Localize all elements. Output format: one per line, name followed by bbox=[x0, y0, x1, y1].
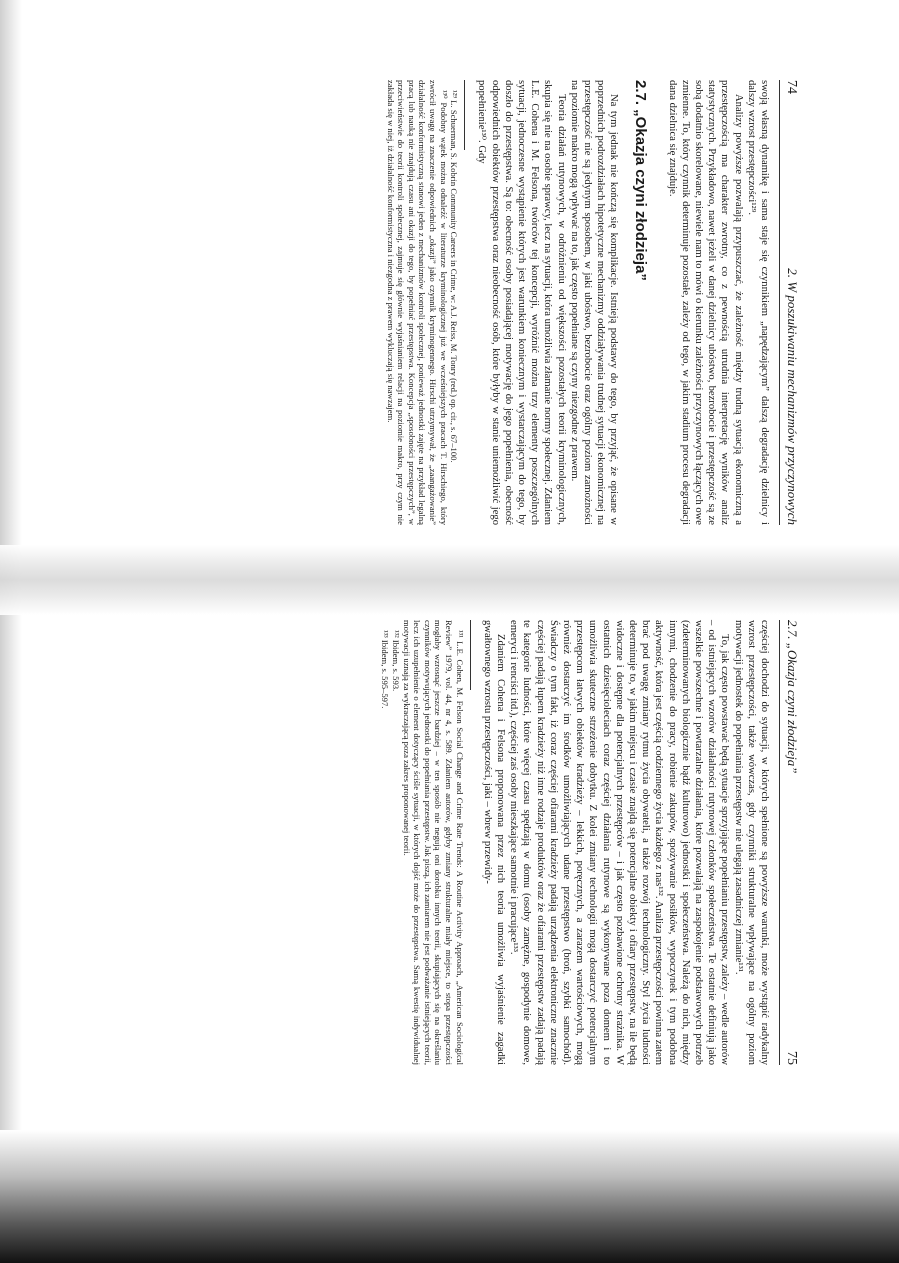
page-75 bbox=[90, 620, 800, 1065]
page-number: 75 bbox=[784, 1051, 799, 1065]
scanner-bottom-shadow bbox=[0, 1130, 899, 1263]
running-head-74 bbox=[779, 80, 800, 525]
book-gutter-shadow bbox=[0, 545, 899, 615]
paragraph: Teoria działań rutynowych, w odróżnieniu od większości pozostałych teorii kryminologicznych, skupia się nie na osobie sprawcy, lecz na sytuacji, która umożliwia złamanie normy społecznej. Zdaniem L.E. Cohena i M. Felsona, twórców tej koncepcji, wyróżnić można trzy elementy poszczególnych sytuacji, jednoczesne wystąpienie których jest warunkiem koniecznym i wystarczającym do tego, by doszło do przestępstwa. Są to: obecność osoby posiadającej motywację do jego popełnienia, obecność odpowiednich obiektów przestępstwa oraz nieobecność osób, które byłyby w stanie uniemożliwić jego popełnienie¹³⁰. Gdy bbox=[476, 80, 567, 525]
footnote: ¹³² Ibidem, s. 593. bbox=[390, 630, 401, 692]
footnote: ¹³⁰ Podobny wątek można odnaleźć w literaturze kryminologicznej już we wcześniejszych pracach T. Hirschiego, który zwrócił uwagę na znaczenie odpowiednich „okazji” jako czynnik kryminogennego. Hirschi utrzymywał, że „zaangażowanie” działalność konformistyczną stanowi jeden z mechanizmów kontroli społecznej, ponieważ jednostki zajęte na przykład legalną pracą lub nauką nie znajdują czasu ani okazji do tego, by popełniać przestępstwa. Koncepcja „sposobności przestępczych”, w przeciwieństwie do teorii kontroli społecznej, zajmuje się głównie wyjaśnianiem relacji na poziomie makro, przy czym nie zakłada się w niej, iż działalność konformistyczna i niezgodna z prawem wykluczają się nawzajem. bbox=[385, 80, 449, 525]
paragraph: swoją własną dynamikę i sama staje się czynnikiem „napędzającym” dalszą degradację dzielnicy i dalszy wzrost przestępczości¹²⁹. bbox=[745, 80, 770, 525]
footnote-divider bbox=[470, 620, 471, 690]
running-title: 2.7. „Okazja czyni złodzieja” bbox=[785, 620, 800, 774]
paragraph: Na tym jednak nie kończą się komplikacje. Istnieją podstawy do tego, by przyjąć, że opisane w poprzednich podrozdziałach hipotetyczne mechanizmy oddziaływania trudnej sytuacji ekonomicznej na przestępczość nie są jedynym sposobem, w jaki ubóstwo, bezrobocie oraz ogólny poziom zamożności na poziomie makro mogą wpływać na to, jak często popełniane są czyny niezgodne z prawem. bbox=[568, 80, 620, 525]
page-74 bbox=[90, 80, 800, 525]
paragraph: Analizy powyższe pozwalają przypuszczać, że zależność między trudną sytuacją ekonomiczną a przestępczością ma charakter zwrotny, co z pewnością utrudnia interpretację wyników analiz statystycznych. Przykładowo, nawet jeżeli w danej dzielnicy ubóstwo, bezrobocie i przestępczość są ze sobą dodatnio skorelowane, niewiele nam to mówi o kierunku zależności przyczynowych łączących owe zmienne. To, który czynnik determinuje pozostałe, zależy od tego, w jakim stadium procesu degradacji dana dzielnica się znajduje. bbox=[666, 80, 744, 525]
footnote-divider bbox=[464, 80, 465, 150]
running-head-75 bbox=[779, 620, 800, 1065]
section-title: 2.7. „Okazja czyni złodzieja” bbox=[632, 80, 650, 281]
footnote: ¹³¹ L.E. Cohen, M. Felson Social Change and Crime Rate Trends: A Routine Activity Approach, „American Sociological Review” 1979, vol. 44, nr 4, s. 589. Zdaniem autorów, gdyby zmiany strukturalne miały miejsce, to stopa przestępczości mogłaby wzrosnąć jeszcze bardziej – w ten sposób nie negują oni dorobku innych teorii, skupiających się na określaniu czynników motywujących jednostki do popełniania przestępstw. Jak piszą, ich zamiarem nie jest podważanie istniejących teorii, lecz ich uzupełnienie o element dotyczący ściśle sytuacji, w których dojść może do przestępstwa. Samą kwestię indywidualnej motywacji uznają za wykraczającą poza zakres proponowanej teorii. bbox=[401, 620, 465, 1065]
running-title: 2. W poszukiwaniu mechanizmów przyczynowych bbox=[785, 268, 800, 525]
paragraph: częściej dochodzi do sytuacji, w których spełnione są powyższe warunki, może wystąpić radykalny wzrost przestępczości, także wówczas, gdy czynniki strukturalne wpływające na ogólny poziom motywacji jednostek do popełniania przestępstw nie ulegają zasadniczej zmianie¹³¹. bbox=[732, 620, 770, 1065]
footnote: ¹³³ Ibidem, s. 595–597. bbox=[380, 630, 391, 709]
paragraph: To, jak często powstawać będą sytuacje sprzyjające popełnianiu przestępstw, zależy – wedle autorów – od istniejących wzorów działalności rutynowej członków społeczeństwa. Te ostatnie definiują jako wszelkie powszechne i powtarzalne działania, które pozwalają na zaspokojenie podstawowych potrzeb (zdeterminowanych biologicznie bądź kulturowo) jednostki i społeczeństwa. Należą do nich, między innymi, chodzenie do pracy, robienie zakupów, spożywanie posiłków, wypoczynek i tym podobna aktywność, która jest częścią codziennego życia każdego z nas¹³². Analiza przestępczości powinna zatem brać pod uwagę zmiany rytmu życia obywateli, a także rozwój technologiczny. Styl życia ludności determinuje to, w jakim miejscu i czasie znajdą się potencjalne obiekty i ofiary przestępstw, na ile będą widoczne i dostępne dla potencjalnych przestępców – i jak często pozbawione ochrony strażnika. W ostatnich dziesięcioleciach coraz częściej działania rutynowe są wykonywane poza domem i to umożliwia skuteczne strzeżenie dobytku. Z kolei zmiany technologii mogą dostarczyć potencjalnym przestępcom łatwych obiektów kradzieży – lekkich, poręcznych, a zarazem wartościowych, mogą również dostarczyć im środków umożliwiających udane przestępstwo (broń, szybki samochód). Świadczy o tym fakt, iż coraz częściej ofiarami kradzieży padają urządzenia elektroniczne znacznie częściej padają łupem kradzieży niż inne rodzaje produktów oraz że ofiarami przestępstw zadają padają te kategorie ludności, które więcej czasu spędzają w domu (osoby zamężne, gospodynie domowe, emeryci i renciści itd.), częściej zaś osoby mieszkające samotnie i pracujące¹³³. bbox=[508, 620, 731, 1065]
page-number: 74 bbox=[784, 80, 799, 94]
footnote: ¹²⁹ L. Schuerman, S. Kobrin Community Careers in Crime, w: A.J. Reiss, M. Tonry (red.) op. cit., s. 67–100. bbox=[449, 90, 460, 463]
scan-edge-shadow bbox=[0, 0, 22, 1263]
paragraph: Zdaniem Cohena i Felsona proponowana przez nich teoria umożliwia wyjaśnienie zagadki gwałtownego wzrostu przestępczości, jaki – wbrew przewidy- bbox=[481, 620, 506, 1065]
